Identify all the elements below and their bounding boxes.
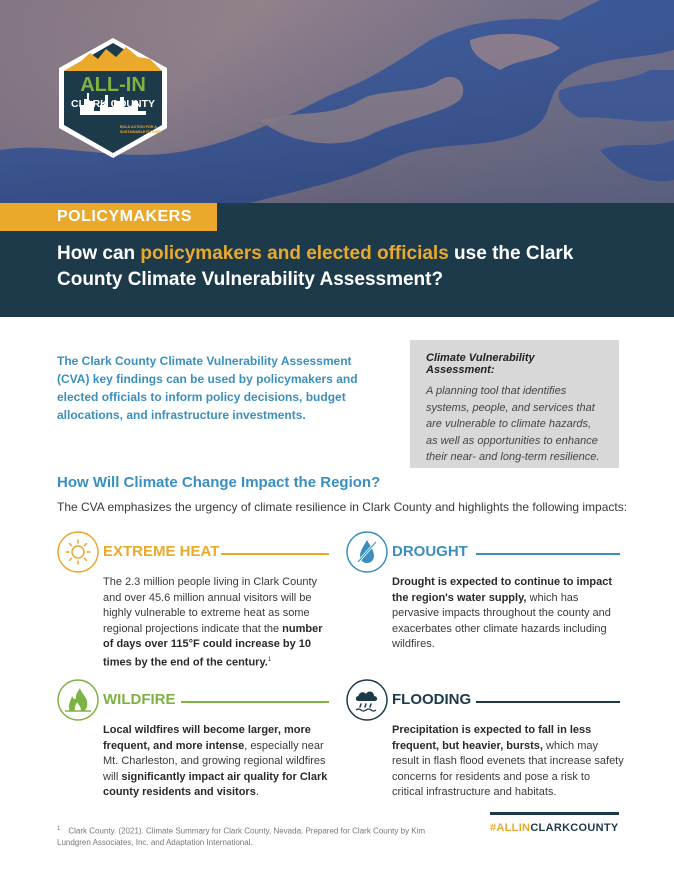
section-heading: How Will Climate Change Impact the Region? xyxy=(57,474,381,491)
hashtag xyxy=(490,822,619,834)
flooding-emphasis: Precipitation is expected to fall in less frequent, but heavier, bursts, xyxy=(392,724,592,752)
drought-title: DROUGHT xyxy=(392,543,468,560)
logo-tagline-2: SUSTAINABLE FUTURE xyxy=(120,130,161,134)
section-subtext: The CVA emphasizes the urgency of climate resilience in Clark County and highlights the following impacts: xyxy=(57,500,628,514)
extreme-heat-rule xyxy=(221,553,329,555)
footnote-number: 1 xyxy=(57,826,61,832)
page-title xyxy=(57,241,637,293)
all-in-clark-county-logo xyxy=(50,35,176,161)
extreme-heat-title: EXTREME HEAT xyxy=(103,543,220,560)
logo-tagline-1: BOLD ACTION FOR A xyxy=(120,125,157,129)
sun-icon xyxy=(57,531,99,573)
definition-title: Climate Vulnerability Assessment: xyxy=(426,352,535,376)
wildfire-body xyxy=(103,723,335,801)
flooding-title: FLOODING xyxy=(392,691,472,708)
extreme-heat-emphasis: number of days over 115°F could increase by 10 times by the end of the century. xyxy=(103,622,323,669)
wildfire-text-2: . xyxy=(255,786,259,799)
flooding-text: which may result in flash flood evenets that increase safety concerns for residents and pose a risk to critical infrastructure and habitats. xyxy=(392,739,624,799)
hashtag-part-2: CLARKCOUNTY xyxy=(530,822,619,834)
drought-body xyxy=(392,575,624,653)
water-drop-icon xyxy=(346,531,388,573)
logo-text-all-in: ALL-IN xyxy=(80,74,146,96)
wildfire-emphasis-1: Local wildfires will become larger, more frequent, and more intense xyxy=(103,724,311,752)
fire-icon xyxy=(57,679,99,721)
definition-text: A planning tool that identifies systems, people, and services that are vulnerable to climate hazards, as well as opportunities to enhance their near- and long-term resilience. xyxy=(426,385,600,463)
drought-rule xyxy=(476,553,620,555)
hashtag-part-1: #ALLIN xyxy=(490,822,531,834)
footnote xyxy=(57,824,457,848)
wildfire-text-1: , especially near Mt. Charleston, and growing regional wildfires will xyxy=(103,739,326,783)
drought-emphasis: Drought is expected to continue to impact the region's water supply, xyxy=(392,576,613,604)
title-highlight: policymakers and elected officials xyxy=(140,243,449,264)
intro-paragraph: The Clark County Climate Vulnerability Assessment (CVA) key findings can be used by policymakers and elected officials to inform policy decisions, budget allocations, and infrastructure investments. xyxy=(57,354,358,422)
extreme-heat-body xyxy=(103,575,328,671)
flooding-body xyxy=(392,723,624,801)
logo-text-clark-county: CLARK COUNTY xyxy=(71,98,155,110)
footnote-ref: 1 xyxy=(267,656,272,663)
footnote-text: Clark County. (2021). Climate Summary for Clark County, Nevada. Prepared for Clark County by Kim Lundgren Associates, Inc. and Adaptation International. xyxy=(57,826,426,847)
audience-tag: POLICYMAKERS xyxy=(0,203,217,231)
flooding-rule xyxy=(476,701,620,703)
rain-cloud-icon xyxy=(346,679,388,721)
title-post: use the Clark County Climate Vulnerability Assessment? xyxy=(57,243,574,290)
definition-box xyxy=(410,340,619,468)
extreme-heat-text: The 2.3 million people living in Clark County and over 45.6 million annual visitors will be highly vulnerable to extreme heat as some regional projections indicate that the xyxy=(103,576,317,635)
wildfire-rule xyxy=(181,701,329,703)
wildfire-title: WILDFIRE xyxy=(103,691,176,708)
drought-text: which has pervasive impacts throughout the county and exacerbates other climate hazards including wildfires. xyxy=(392,591,611,651)
title-pre: How can xyxy=(57,243,141,264)
hashtag-rule xyxy=(490,812,619,815)
wildfire-emphasis-2: significantly impact air quality for Clark county residents and visitors xyxy=(103,770,328,799)
